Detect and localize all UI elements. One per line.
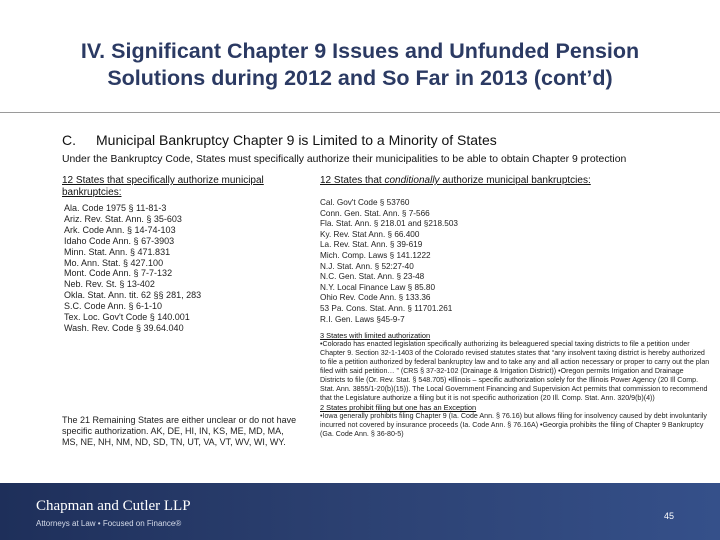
list-item: La. Rev. Stat. Ann. § 39-619 (320, 240, 423, 250)
limited-authorization-text: •Colorado has enacted legislation specifically authorizing its beleaguered special taxing districts to file a petition under Chapter 9. Section 32-1-1403 of the Colorado revised statutes states that “any insolvent taxing district is hereby authorized to file a petition authorized by federal bankruptcy law and to take any and all action necessary or proper to carry out the plan filed with said petition… ” (CRS § 37-32-102 (Drainage & Irrigation District)) •Oregon permits Irrigation and Drainage Districts to file (Or. Rev. Stat. § 548.705) •Illinois – specific authorization solely for the Illinois Power Agency (20 Ill Comp. Stat. Ann. 3855/1-20(b)(15)). The Local Government Financing and Supervision Act permits that commission to recommend that the Legislature authorize a filing but it is not specific authorization (20 Ill. Comp. Stat. Ann. 320/9(b)(4)) (320, 340, 710, 402)
list-item: R.I. Gen. Laws §45-9-7 (320, 314, 405, 324)
list-item: Mich. Comp. Laws § 141.1222 (320, 250, 431, 260)
conditional-authorization-list (320, 198, 710, 325)
list-item: Neb. Rev. St. § 13-402 (64, 279, 155, 290)
right-column-heading (320, 175, 710, 187)
list-item: Wash. Rev. Code § 39.64.040 (64, 322, 184, 333)
list-item: Ala. Code 1975 § 11-81-3 (64, 203, 167, 213)
title-divider (0, 112, 720, 113)
list-item: Fla. Stat. Ann. § 218.01 and §218.503 (320, 219, 458, 229)
list-item: Ariz. Rev. Stat. Ann. § 35-603 (64, 213, 182, 224)
intro-text: Under the Bankruptcy Code, States must specifically authorize their municipalities to be able to obtain Chapter 9 protection (62, 154, 627, 165)
limited-authorization-heading: 3 States with limited authorization (320, 331, 431, 341)
firm-logo: Chapman and Cutler LLP (36, 498, 191, 514)
slide-title (0, 38, 720, 92)
section-letter: C. (62, 132, 76, 148)
list-item: Ark. Code Ann. § 14-74-103 (64, 224, 176, 235)
list-item: Minn. Stat. Ann. § 471.831 (64, 246, 171, 257)
left-column-heading: 12 States that specifically authorize municipal bankruptcies: (62, 175, 264, 198)
list-item: Ohio Rev. Code Ann. § 133.36 (320, 293, 431, 303)
right-column (320, 175, 710, 439)
list-item: Cal. Gov't Code § 53760 (320, 198, 410, 207)
list-item: Idaho Code Ann. § 67-3903 (64, 235, 175, 246)
section-heading-text: Municipal Bankruptcy Chapter 9 is Limited to a Minority of States (96, 132, 497, 148)
section-heading (62, 132, 497, 148)
right-heading-post: authorize municipal bankruptcies: (439, 175, 591, 186)
right-heading-pre: 12 States that (320, 175, 385, 186)
list-item: Tex. Loc. Gov't Code § 140.001 (64, 312, 190, 323)
list-item: N.J. Stat. Ann. § 52:27-40 (320, 261, 414, 271)
list-item: Conn. Gen. Stat. Ann. § 7-566 (320, 208, 430, 218)
page-number: 45 (664, 511, 675, 521)
left-column (62, 175, 302, 334)
prohibit-filing-text: •Iowa generally prohibits filing Chapter 9 (Ia. Code Ann. § 76.16) but allows filing for insolvency caused by debt involuntarily incurred not covered by insurance proceeds (Ia. Code Ann. § 76.16A) •Georgia prohibits the filing of Chapter 9 Bankruptcy (Ga. Code Ann. § 36-80-5) (320, 412, 707, 439)
list-item: N.Y. Local Finance Law § 85.80 (320, 282, 436, 292)
list-item: N.C. Gen. Stat. Ann. § 23-48 (320, 272, 425, 282)
list-item: S.C. Code Ann. § 6-1-10 (64, 301, 163, 312)
list-item: Okla. Stat. Ann. tit. 62 §§ 281, 283 (64, 290, 202, 301)
list-item: Ky. Rev. Stat Ann. § 66.400 (320, 229, 420, 239)
slide-title-line-2: Solutions during 2012 and So Far in 2013 (cont’d) (107, 66, 613, 90)
prohibit-filing-heading: 2 States prohibit filing but one has an Exception (320, 403, 477, 413)
slide-title-line-1: IV. Significant Chapter 9 Issues and Unfunded Pension (80, 39, 640, 63)
firm-tagline: Attorneys at Law • Focused on Finance® (36, 519, 182, 528)
remaining-states-text: The 21 Remaining States are either unclear or do not have specific authorization. AK, DE, HI, IN, KS, ME, MD, MA, MS, NE, NH, NM, ND, SD, TN, UT, VA, VT, WV, WI, WY. (62, 415, 297, 447)
list-item: Mo. Ann. Stat. § 427.100 (64, 257, 164, 268)
list-item: 53 Pa. Cons. Stat. Ann. § 11701.261 (320, 303, 453, 313)
right-heading-emphasis: conditionally (384, 175, 440, 186)
specific-authorization-list (62, 203, 302, 334)
list-item: Mont. Code Ann. § 7-7-132 (64, 268, 173, 279)
